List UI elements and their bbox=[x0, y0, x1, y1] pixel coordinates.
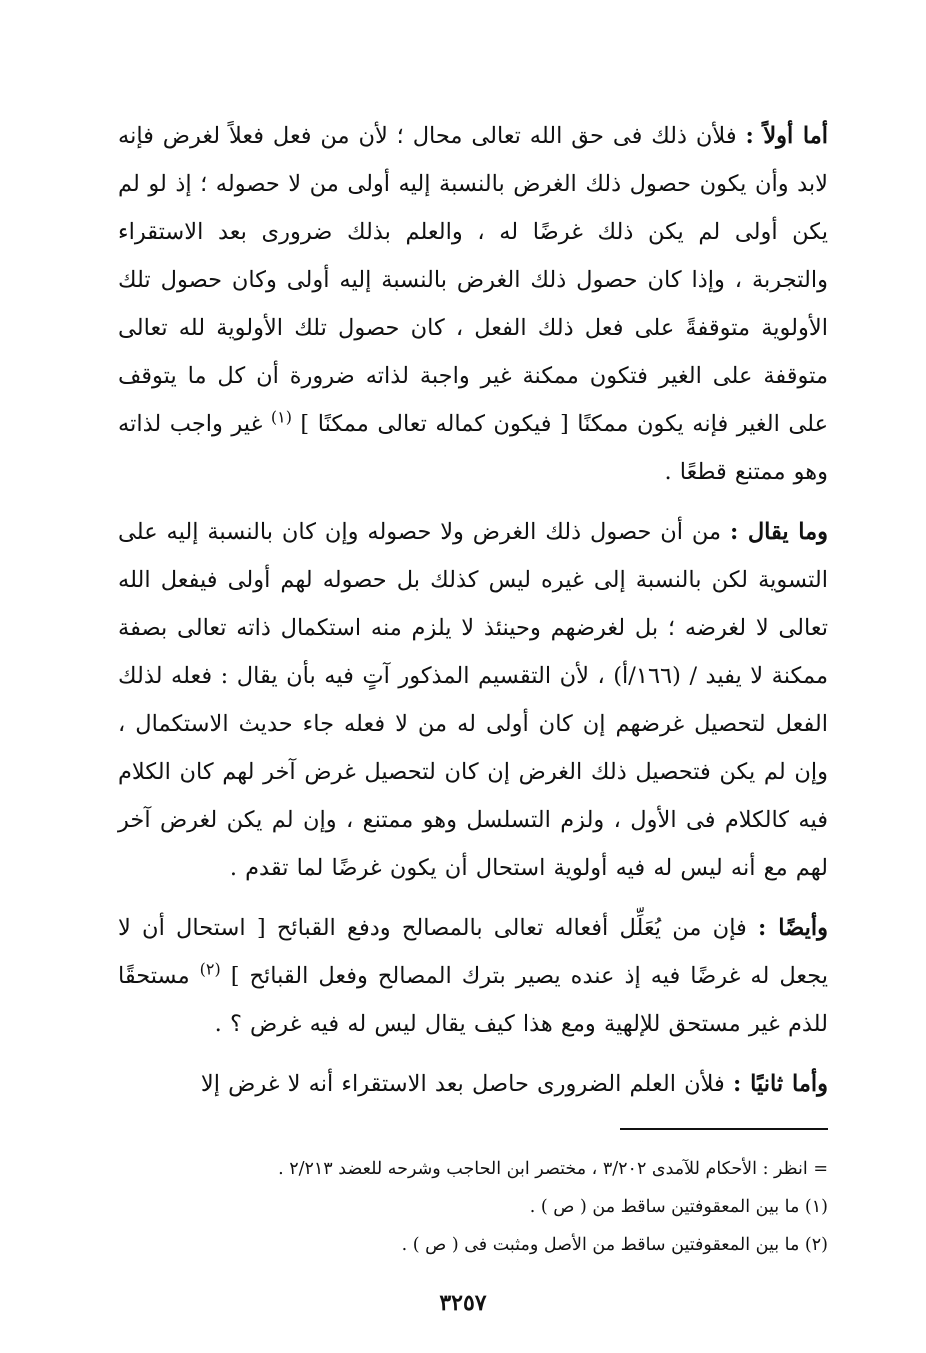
paragraph-4-heading: وأما ثانيًا : bbox=[732, 1071, 828, 1097]
paragraph-2-text: من أن حصول ذلك الغرض ولا حصوله وإن كان بالنسبة إليه على التسوية لكن بالنسبة إلى غيره ليس كذلك بل حصوله لهم أولى فيفعل الله تعالى لا لغرضه ؛ بل لغرضهم وحينئذ لا يلزم منه استكمال ذاته تعالى بصفة ممكنة لا يفيد / (١٦٦/أ) ، لأن التقسيم المذكور آتٍ فيه بأن يقال : فعله لذلك الفعل لتحصيل غرضهم إن كان أولى له من لا فعله جاء حديث الاستكمال ، وإن لم يكن فتحصيل ذلك الغرض إن كان لتحصيل غرض آخر لهم كان الكلام فيه كالكلام فى الأول ، ولزم التسلسل وهو ممتنع ، وإن لم يكن لغرض آخر لهم مع أنه ليس له فيه أولوية استحال أن يكون غرضًا لما تقدم . bbox=[118, 519, 828, 881]
paragraph-3-text: فإن من يُعَلِّل أفعاله تعالى بالمصالح ودفع القبائح [ استحال أن لا يجعل له غرضًا فيه إذ عنده يصير بترك المصالح وفعل القبائح ] bbox=[118, 915, 828, 989]
footnote-ref-1: (١) bbox=[270, 407, 292, 427]
paragraph-4-text: فلأن العلم الضرورى حاصل بعد الاستقراء أنه لا غرض إلا bbox=[200, 1071, 733, 1097]
paragraph-2 bbox=[118, 508, 828, 892]
paragraph-3-heading: وأيضًا : bbox=[758, 915, 828, 941]
footnote-1: (١) ما بين المعقوفتين ساقط من ( ص ) . bbox=[529, 1197, 828, 1217]
main-text bbox=[118, 112, 828, 1120]
footnote-2: (٢) ما بين المعقوفتين ساقط من الأصل ومثبت فى ( ص ) . bbox=[401, 1235, 828, 1255]
paragraph-4 bbox=[118, 1060, 828, 1108]
paragraph-1-text-end: غير واجب لذاته وهو ممتنع قطعًا . bbox=[118, 411, 828, 485]
paragraph-3-text-end: مستحقًا للذم غير مستحق للإلهية ومع هذا كيف يقال ليس له فيه غرض ؟ . bbox=[118, 963, 828, 1037]
paragraph-1-heading: أما أولاً : bbox=[745, 123, 828, 149]
paragraph-2-heading: وما يقال : bbox=[729, 519, 828, 545]
page-number: ٣٢٥٧ bbox=[439, 1290, 487, 1316]
paragraph-1-text: فلأن ذلك فى حق الله تعالى محال ؛ لأن من فعل فعلاً لغرض فإنه لابد وأن يكون حصول ذلك الغرض بالنسبة إليه أولى من لا حصوله ؛ إذ لو لم يكن أولى لم يكن ذلك غرضًا له ، والعلم بذلك ضرورى بعد الاستقراء والتجربة ، وإذا كان حصول ذلك الغرض بالنسبة إليه أولى وكان حصول تلك الأولوية متوقفةً على فعل ذلك الفعل ، كان حصول تلك الأولوية لله تعالى متوقفة على الغير فتكون ممكنة غير واجبة لذاته ضرورة أن كل ما يتوقف على الغير فإنه يكون ممكنًا [ فيكون كماله تعالى ممكنًا ] bbox=[118, 123, 829, 437]
footnote-separator bbox=[620, 1128, 828, 1130]
footnotes bbox=[118, 1150, 828, 1264]
paragraph-3 bbox=[118, 904, 828, 1048]
footnote-ref-2: (٢) bbox=[199, 959, 221, 979]
paragraph-1 bbox=[118, 112, 828, 496]
footnote-continued: = انظر : الأحكام للآمدى ٣/٢٠٢ ، مختصر ابن الحاجب وشرحه للعضد ٢/٢١٣ . bbox=[278, 1159, 828, 1179]
